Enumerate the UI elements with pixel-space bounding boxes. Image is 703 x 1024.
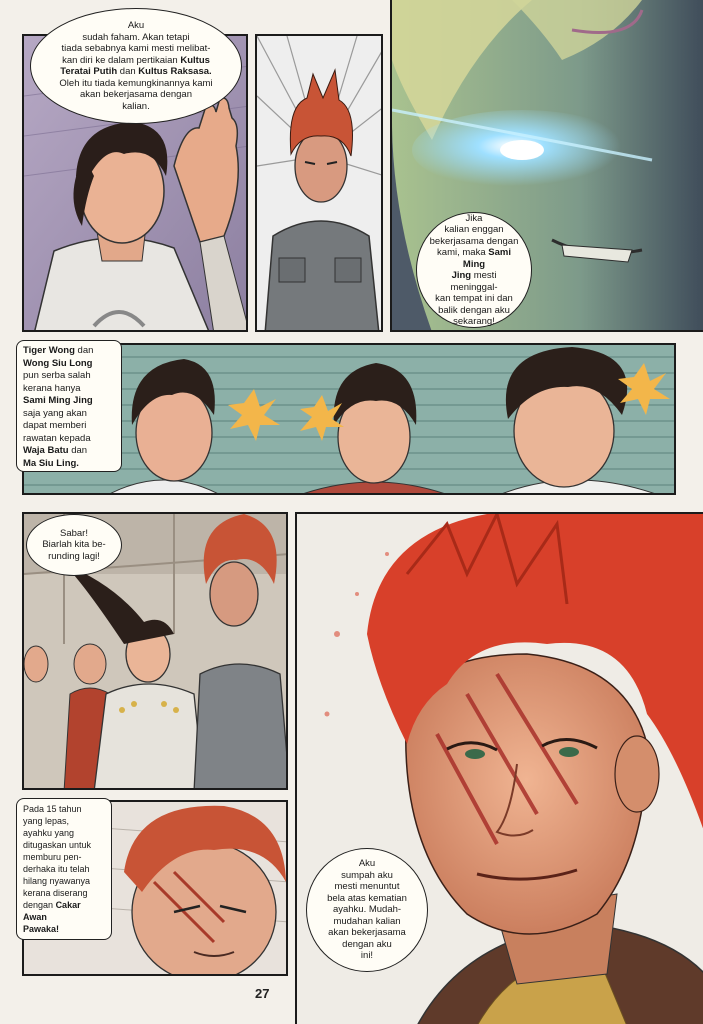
narration-caption-p4: Tiger Wong dan Wong Siu Long pun serba salah kerana hanya Sami Ming Jing saja yang akan dapat memberi rawatan kepada Waja Batu dan Ma Siu Ling. xyxy=(16,340,122,472)
speech-bubble-p3: Jika kalian enggan bekerjasama dengan kami, maka Sami Ming Jing mesti meninggal- kan tempat ini dan balik dengan aku sekarang! xyxy=(416,212,532,328)
panel-2 xyxy=(255,34,383,332)
speech-bubble-p1: Aku sudah faham. Akan tetapi tiada sebabnya kami mesti melibat- kan diri ke dalam pertikaian Kultus Teratai Putih dan Kultus Raksasa. Oleh itu tiada kemungkinannya kami akan bekerjasama dengan kalian. xyxy=(30,8,242,124)
speech-bubble-p5: Sabar! Biarlah kita be- runding lagi! xyxy=(26,514,122,576)
narration-caption-p6: Pada 15 tahun yang lepas, ayahku yang ditugaskan untuk memburu pen- derhaka itu telah hilang nyawanya kerana diserang dengan Cakar Awan Pawaka! xyxy=(16,798,112,940)
page-number: 27 xyxy=(255,986,270,1001)
panel-2-art xyxy=(257,36,383,332)
speech-bubble-p7: Aku sumpah aku mesti menuntut bela atas kematian ayahku. Mudah- mudahan kalian akan bekerjasama dengan aku ini! xyxy=(306,848,428,972)
